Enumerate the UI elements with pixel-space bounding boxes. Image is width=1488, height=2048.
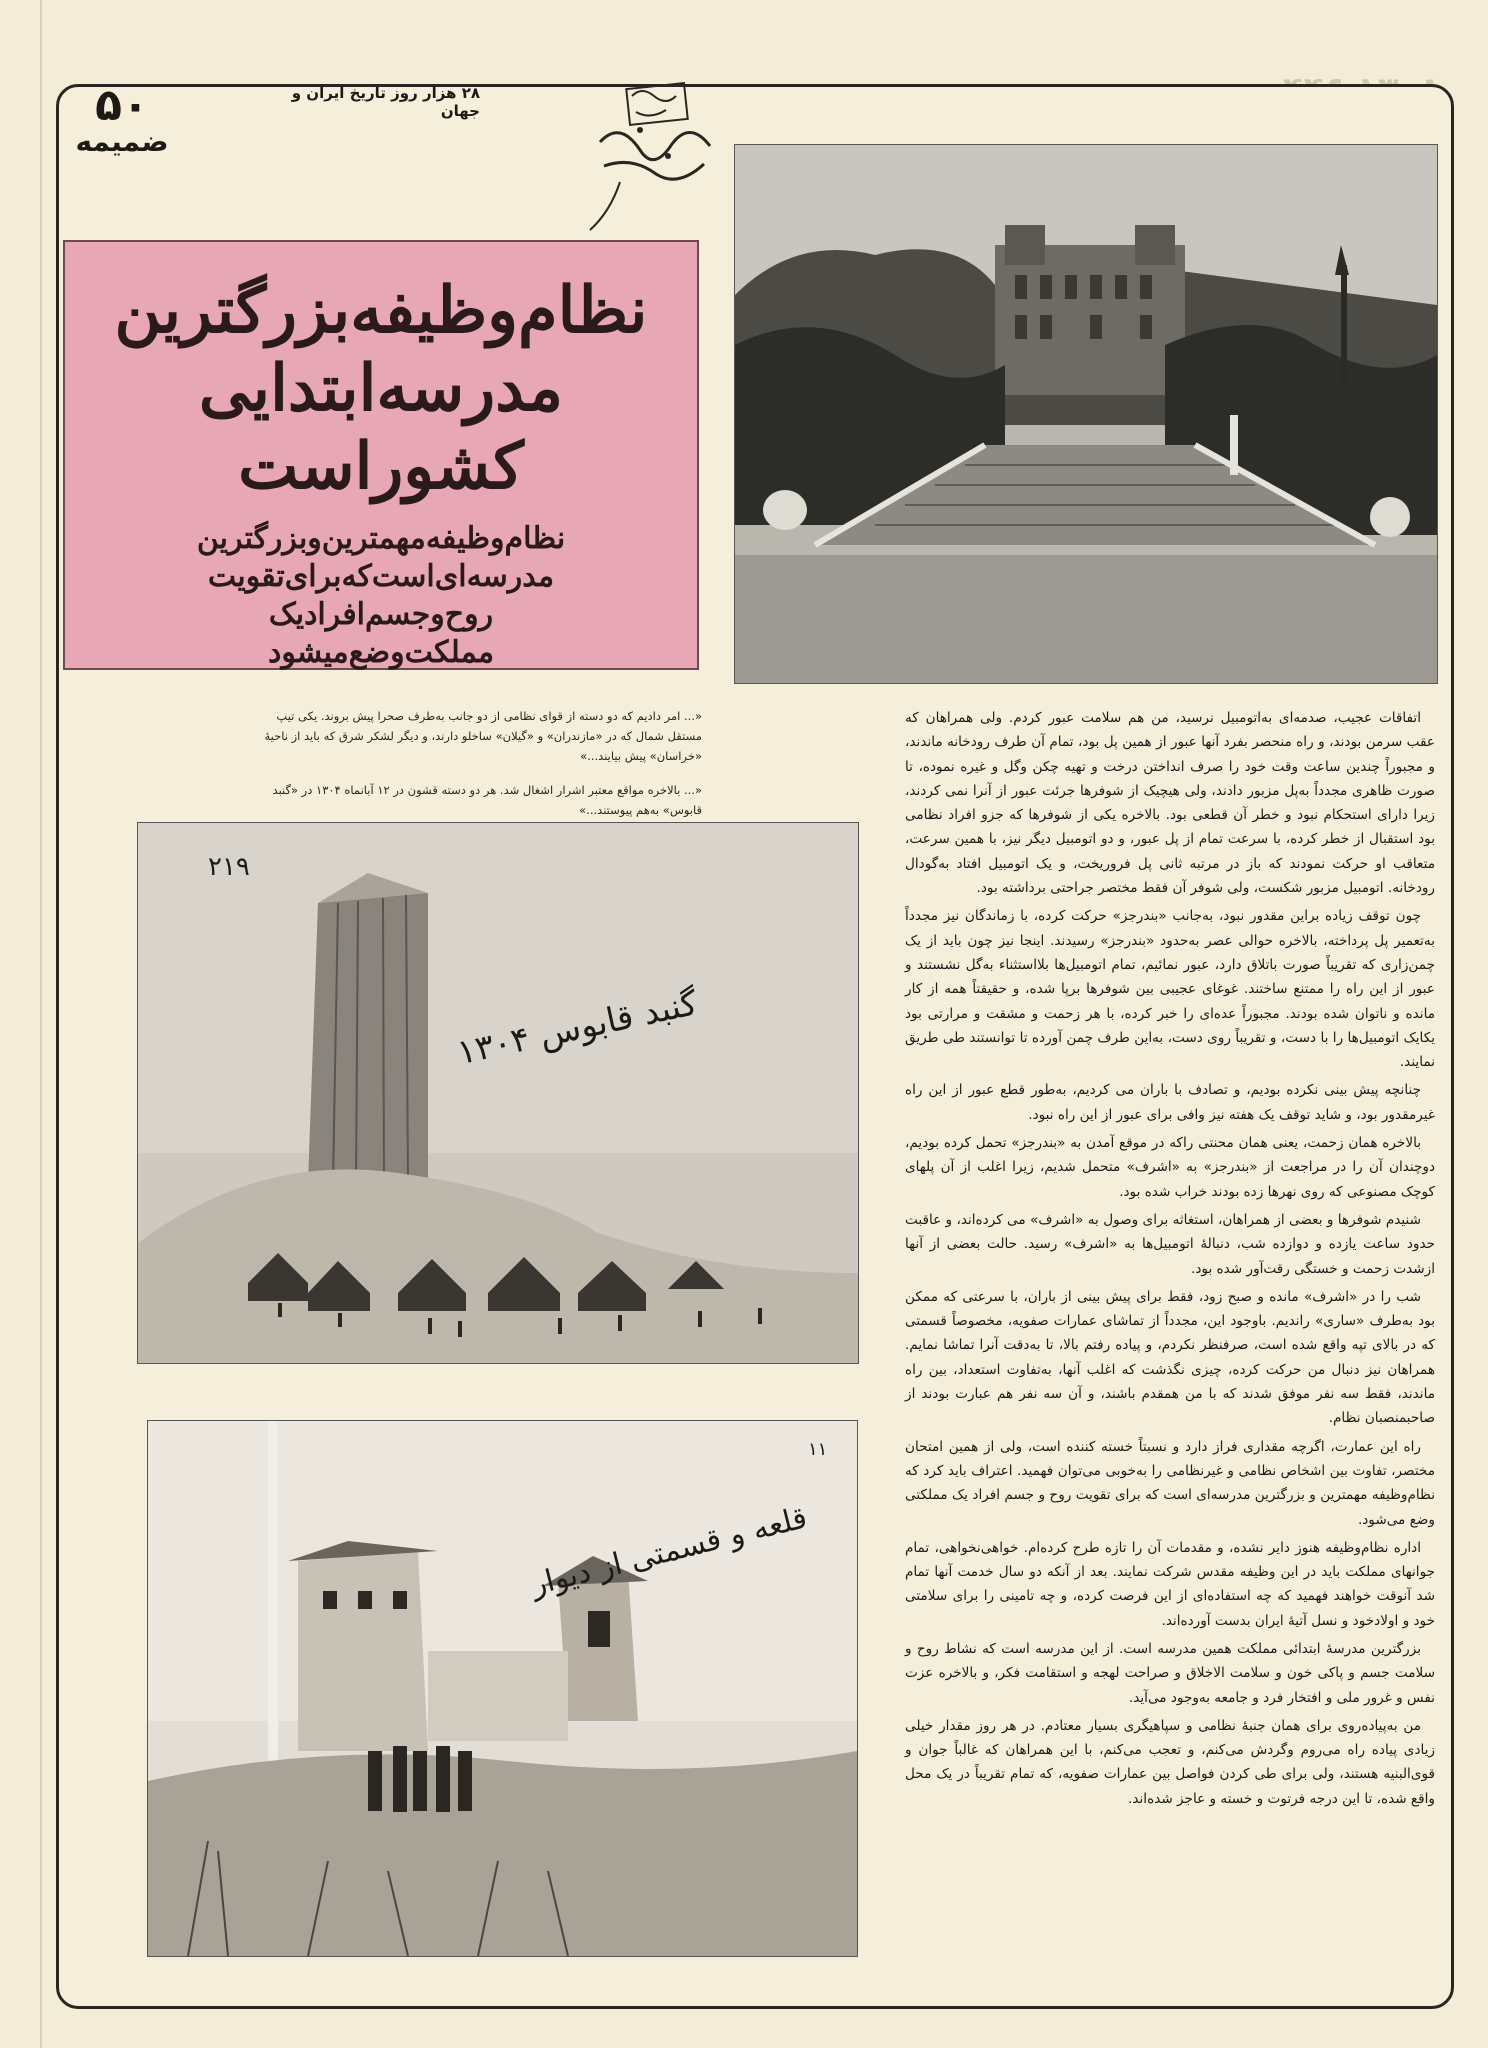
tower-photo-image: [138, 823, 858, 1363]
page-edge-line: [40, 0, 42, 2048]
headline-subtitle-line: روح‌وجسم‌افرادیک: [268, 597, 494, 632]
headline-title-line: مدرسه‌ابتدایی: [198, 351, 564, 426]
palace-photo: [734, 144, 1438, 684]
photo-caption: «... بالاخره مواقع معتبر اشرار اشغال شد. هر دو دسته قشون در ۱۲ آبانماه ۱۳۰۴ در «گنبد قابوس» به‌هم پیوستند...»: [272, 783, 702, 817]
article-paragraph: چنانچه پیش بینی نکرده بودیم، و تصادف با باران می کردیم، به‌طور قطع عبور از این راه غیرمقدور بود، و شاید توقف یک هفته نیز وافی برای عبور از این راه نبود.: [905, 1082, 1435, 1123]
headline-title-line: کشوراست: [238, 429, 524, 504]
issue-badge: [62, 80, 182, 158]
article-paragraph: بزرگترین مدرسهٔ ابتدائی مملکت همین مدرسه است. از این مدرسه است که نشاط روح و سلامت جسم و پاکی خون و سلامت الاخلاق و صراحت لهجه و استقامت فکر، و بالاخره عزت نفس و غرور ملی و افتخار فرد و جامعه به‌وجود می‌آید.: [905, 1640, 1435, 1706]
article-body: [905, 706, 1435, 1986]
headline-subtitle-line: مملکت‌وضع‌میشود: [267, 635, 495, 670]
tower-handwriting: گنبد قابوس ۱۳۰۴: [453, 983, 701, 1074]
tower-corner-mark: ۲۱۹: [208, 852, 250, 882]
article-paragraph: شب را در «اشرف» مانده و صبح زود، فقط برای پیش بینی از باران، با سرعتی که ممکن بود به‌طرف «ساری» راندیم. باوجود این، مجدداً از تماشای عمارات صفویه، مخصوصاً قسمتی که در بالای تپه واقع شده است، صرفنظر نکردم، و پیاده رفتم بالا، تا به‌دقت آنرا تماشا نمایم. همراهان نیز دنبال من حرکت کرده، چیزی نگذشت که اغلب آنها، به‌تفاوت استعداد، بین راه ماندند، فقط سه نفر موفق شدند که با من همقدم باشند، و آن سه نفر هم عبارت بودند از صاحبمنصبان نظام.: [905, 1288, 1435, 1427]
gonbad-tower-photo: [137, 822, 859, 1364]
article-paragraph: اتفاقات عجیب، صدمه‌ای به‌اتومبیل نرسید، من هم سلامت عبور کردم. ولی همراهان که عقب سرمن بودند، و راه منحصر بفرد آنها عبور از همین پل بود، تمام آن طرف رودخانه ماندند، و مجبوراً چندین ساعت وقت خود را صرف انداختن درخت و تهیه چکن وگل و غیره نموده، تا صورت ظاهری مجدداً به‌پل مزبور دادند، ولی هیچیک از شوفرها جرئت عبور از آنرا نمی کردند، زیرا دارای استحکام نبود و خطر آن قطعی بود. بالاخره یکی از شوفرها که جزو افراد نظامی بود استقبال از خطر کرده، با سرعت تمام از پل عبور، و دو اتومبیل دیگر نیز، با همین سرعت، متعاقب او حرکت نمودند که باز در مرتبه ثانی پل فروریخت، و یک اتومبیل افتاد به‌گودال رودخانه. اتومبیل مزبور شکست، ولی شوفر آن فقط مختصر جراحتی برداشته بود.: [905, 710, 1435, 897]
headline-box: [63, 240, 699, 670]
headline-subtitle-line: نظام‌وظیفه‌مهمترین‌وبزرگترین: [196, 521, 566, 556]
article-paragraph: شنیدم شوفرها و بعضی از همراهان، استغاثه برای وصول به «اشرف» می کرده‌اند، و عاقبت حدود ساعت یازده و دوازده شب، دنبالهٔ اتومبیل‌ها به «اشرف» رسید. حالت بعضی از آنها ازشدت زحمت و خستگی رقت‌آور شده بود.: [905, 1211, 1435, 1277]
issue-label: ضمیمه: [75, 125, 169, 158]
castle-photo-image: [148, 1421, 857, 1956]
logo-emblem: [580, 82, 730, 232]
castle-corner-mark: ۱۱: [808, 1439, 828, 1460]
castle-photo: [147, 1420, 858, 1957]
publication-logo: [580, 82, 730, 232]
issue-number: ۵۰: [95, 80, 149, 131]
headline-title: [93, 272, 669, 506]
palace-photo-image: [735, 145, 1437, 683]
article-paragraph: چون توقف زیاده براین مقدور نبود، به‌جانب «بندرجز» حرکت کرده، با زماندگان نیز مجدداً به‌تعمیر پل پرداخته، بالاخره حوالی عصر به‌حدود «بندرجز» رسیدند. اینجا نیز چون باید از یک چمن‌زاری که تقریباً صورت باتلاق دارد، عبور نمائیم، تمام اتومبیل‌ها بلااستثناء به‌گل نشستند و عبور از این راه را ممتنع ساختند. غوغای عجیبی بین شوفرها برپا شده، و حقیقتاً همه از کار مانده و ناتوان شده بودند. مجبوراً عده‌ای را خبر کرده، با هر زحمت و مشقت و مرارتی بود یکایک اتومبیل‌ها را با دست، و تقریباً روی دست، به‌این طرف چمن آورده تا توانستند طی طریق نمایند.: [905, 908, 1435, 1071]
series-line: ۲۸ هزار روز تاریخ ایران و جهان: [291, 84, 480, 120]
article-paragraph: اداره نظام‌وظیفه هنوز دایر نشده، و مقدمات آن را تازه طرح کرده‌ام. خواهی‌نخواهی، تمام جوانهای مملکت باید در این وظیفه مقدس شرکت نمایند. بعد از آنکه دو سال خدمت آنها تمام شد آنوقت خواهند فهمید که چه استفاده‌ای از این فرصت کرده، و چه تامینی را برای سلامتی خود و اولادخود و نسل آتیهٔ ایران بدست آورده‌اند.: [905, 1539, 1435, 1629]
article-paragraph: من به‌پیاده‌روی برای همان جنبهٔ نظامی و سپاهیگری بسیار معتادم. در هر روز مقدار خیلی زیادی پیاده راه می‌روم وگردش می‌کنم، و تعجب می‌کنم، با این همراهان که غالباً جوان و قوی‌البنیه هستند، ولی برای طی کردن فواصل بین عمارات صفویه، که تمام تقریباً در یک محل واقع شده، تا این درجه فرتوت و خسته و عاجز شده‌اند.: [905, 1717, 1435, 1807]
headline-subtitle: [93, 520, 669, 672]
castle-handwriting: قلعه و قسمتی از دیوار: [527, 1500, 811, 1603]
photo-caption: «... امر دادیم که دو دسته از قوای نظامی از دو جانب به‌طرف صحرا پیش بروند. یکی تیپ مستقل شمال که در «مازندران» و «گیلان» ساخلو دارند، و دیگر لشکر شرق که باید از ناحیهٔ «خراسان» پیش بیایند...»: [264, 709, 702, 763]
headline-title-line: نظام‌وظیفه‌بزرگترین: [114, 273, 648, 348]
article-paragraph: راه این عمارت، اگرچه مقداری فراز دارد و نسبتاً خسته کننده است، ولی از همین امتحان مختصر، تفاوت بین اشخاص نظامی و غیرنظامی را به‌خوبی می‌توان فهمید. اعتراف باید کرد که نظام‌وظیفه مهمترین و بزرگترین مدرسه‌ای است که برای تقویت روح و جسم افراد یک مملکتی وضع می‌شود.: [905, 1438, 1435, 1528]
headline-subtitle-line: مدرسه‌ای‌است‌که‌برای‌تقویت: [207, 559, 555, 594]
article-paragraph: بالاخره همان زحمت، یعنی همان محنتی راکه در موقع آمدن به «بندرجز» تحمل کرده بودیم، دوچندان آن را در مراجعت از «بندرجز» به «اشرف» متحمل شدیم، زیرا اغلب از آن پلهای کوچک مصنوعی که روی نهرها زده بودند خراب شده بود.: [905, 1135, 1435, 1200]
